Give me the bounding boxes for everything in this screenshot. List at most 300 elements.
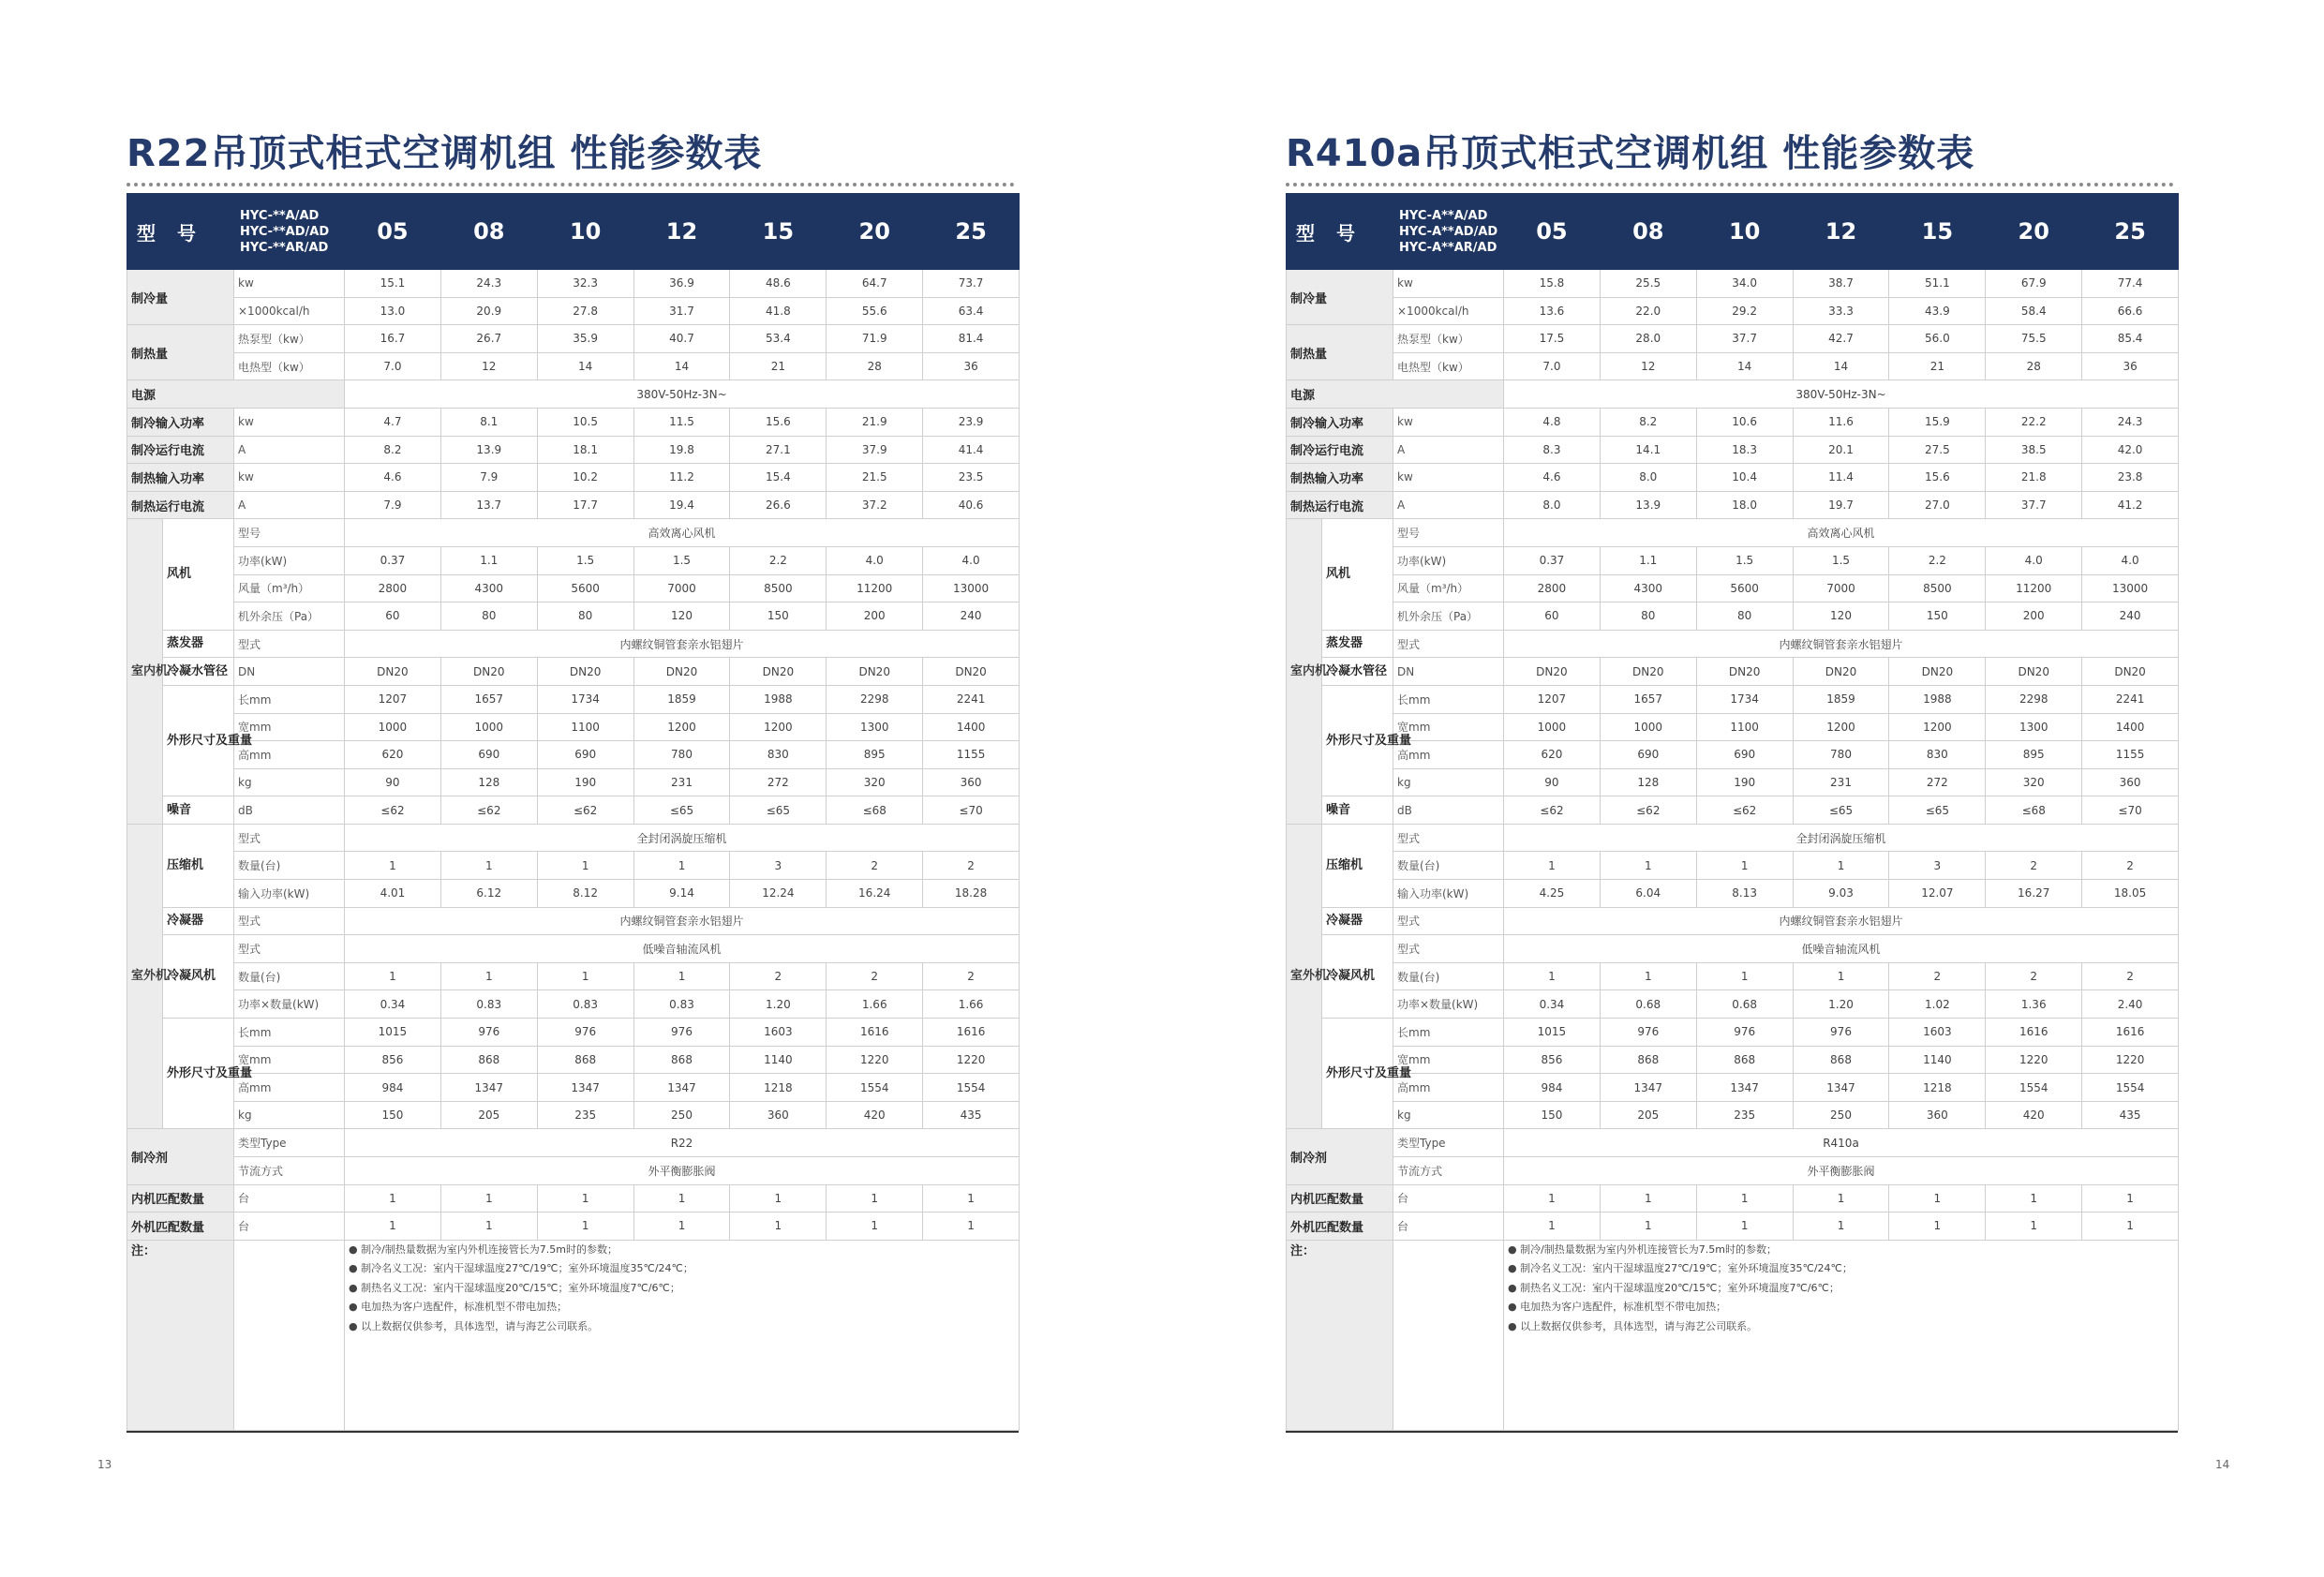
indoor-width-value: 1200 (633, 713, 730, 741)
indoor-fan-power-value: 1.5 (633, 546, 730, 574)
unit: 型式 (234, 824, 345, 852)
unit: 输入功率(kW) (1393, 880, 1504, 908)
outdoor-weight-value: 360 (730, 1101, 827, 1129)
indoor-match-value: 1 (2082, 1184, 2179, 1213)
outdoor-length-value: 976 (633, 1019, 730, 1047)
cooling-current-label: 制冷运行电流 (1287, 436, 1393, 464)
power-supply-value: 380V-50Hz-3N~ (345, 380, 1020, 409)
noise-value: ≤62 (1600, 796, 1696, 825)
cooling-kcal-value: 31.7 (633, 297, 730, 325)
noise-value: ≤62 (440, 796, 537, 825)
indoor-weight-value: 272 (1889, 768, 1986, 796)
electric-heat-value: 21 (1889, 352, 1986, 380)
cooling-capacity-row (127, 297, 1020, 325)
cooling-capacity-row (1287, 297, 2179, 325)
indoor-width-value: 1200 (1793, 713, 1889, 741)
outdoor-height-value: 1347 (633, 1074, 730, 1102)
unit: kw (234, 464, 345, 492)
cooling-input-power-value: 11.6 (1793, 408, 1889, 436)
cooling-current-value: 37.9 (827, 436, 923, 464)
cooling-kcal-value: 13.0 (345, 297, 441, 325)
notes-row (127, 1240, 1020, 1430)
external-pressure-value: 80 (440, 603, 537, 631)
electric-heat-value: 28 (1986, 352, 2082, 380)
outdoor-height-value: 1347 (1600, 1074, 1696, 1102)
outdoor-length-value: 1603 (1889, 1019, 1986, 1047)
heating-current-value: 17.7 (537, 491, 633, 519)
model-code: HYC-**AD/AD (240, 224, 330, 239)
condenser-type-value: 内螺纹铜管套亲水铝翅片 (1504, 907, 2179, 935)
unit: 宽mm (1393, 1046, 1504, 1074)
cooling-current-value: 41.4 (923, 436, 1020, 464)
evaporator-row (1287, 630, 2179, 658)
cooling-kw-value: 51.1 (1889, 270, 1986, 298)
outdoor-width-value: 1220 (1986, 1046, 2082, 1074)
compressor-label: 压缩机 (1322, 824, 1393, 907)
cooling-current-value: 18.1 (537, 436, 633, 464)
indoor-width-value: 1000 (440, 713, 537, 741)
page-number: 13 (97, 1458, 112, 1471)
outdoor-width-value: 868 (537, 1046, 633, 1074)
indoor-unit-group: 室内机 (127, 519, 163, 825)
throttle-type-value: 外平衡膨胀阀 (1504, 1157, 2179, 1185)
compressor-row (1287, 852, 2179, 880)
outdoor-length-value: 976 (1600, 1019, 1696, 1047)
unit: 数量(台) (1393, 962, 1504, 990)
outdoor-dimension-row (1287, 1101, 2179, 1129)
outdoor-dimension-row (1287, 1019, 2179, 1047)
unit: 高mm (1393, 1074, 1504, 1102)
cooling-current-row (127, 436, 1020, 464)
unit: 机外余压（Pa） (1393, 603, 1504, 631)
unit: 功率×数量(kW) (1393, 990, 1504, 1019)
cooling-kw-value: 36.9 (633, 270, 730, 298)
notes-content (345, 1240, 1020, 1430)
cooling-kw-value: 34.0 (1696, 270, 1793, 298)
condenser-fan-qty-value: 2 (1889, 962, 1986, 990)
noise-value: ≤68 (827, 796, 923, 825)
heating-input-power-value: 10.4 (1696, 464, 1793, 492)
indoor-dimension-label: 外形尺寸及重量 (1322, 685, 1393, 796)
compressor-qty-value: 2 (1986, 852, 2082, 880)
outdoor-length-value: 1616 (2082, 1019, 2179, 1047)
model-size: 12 (633, 194, 730, 270)
compressor-row (1287, 880, 2179, 908)
heating-current-label: 制热运行电流 (127, 491, 234, 519)
airflow-value: 4300 (440, 574, 537, 603)
cooling-input-power-row (1287, 408, 2179, 436)
outdoor-width-value: 1220 (923, 1046, 1020, 1074)
indoor-weight-value: 128 (1600, 768, 1696, 796)
unit: 风量（m³/h） (234, 574, 345, 603)
unit: 台 (1393, 1213, 1504, 1241)
page-number: 14 (2215, 1458, 2230, 1471)
indoor-match-label: 内机匹配数量 (127, 1184, 234, 1213)
outdoor-dimension-row (127, 1019, 1020, 1047)
drain-pipe-label: 冷凝水管径 (1322, 658, 1393, 686)
cooling-input-power-value: 23.9 (923, 408, 1020, 436)
outdoor-height-value: 1347 (440, 1074, 537, 1102)
model-size: 08 (440, 194, 537, 270)
condenser-fan-label: 冷凝风机 (163, 935, 234, 1019)
indoor-fan-row (1287, 574, 2179, 603)
page-title: R410a吊顶式柜式空调机组 性能参数表 (1286, 132, 1975, 175)
indoor-length-value: 1207 (1504, 685, 1601, 713)
condenser-fan-qty-value: 2 (827, 962, 923, 990)
heating-input-power-value: 21.5 (827, 464, 923, 492)
indoor-weight-value: 231 (1793, 768, 1889, 796)
outdoor-height-value: 1554 (923, 1074, 1020, 1102)
unit: 风量（m³/h） (1393, 574, 1504, 603)
indoor-dimension-row (127, 685, 1020, 713)
heat-pump-value: 56.0 (1889, 325, 1986, 353)
indoor-dimension-row (127, 768, 1020, 796)
electric-heat-value: 36 (923, 352, 1020, 380)
indoor-length-value: 1988 (730, 685, 827, 713)
evaporator-label: 蒸发器 (163, 630, 234, 658)
compressor-input-value: 16.27 (1986, 880, 2082, 908)
indoor-width-value: 1300 (827, 713, 923, 741)
drain-pipe-value: DN20 (1889, 658, 1986, 686)
indoor-height-value: 690 (1600, 741, 1696, 769)
condenser-fan-power-value: 0.68 (1600, 990, 1696, 1019)
indoor-weight-value: 272 (730, 768, 827, 796)
condenser-fan-qty-value: 2 (923, 962, 1020, 990)
noise-value: ≤62 (1504, 796, 1601, 825)
cooling-input-power-value: 21.9 (827, 408, 923, 436)
indoor-height-value: 895 (1986, 741, 2082, 769)
condenser-fan-qty-value: 1 (1504, 962, 1601, 990)
external-pressure-value: 200 (827, 603, 923, 631)
model-code: HYC-**A/AD (240, 208, 320, 223)
refrigerant-row (1287, 1129, 2179, 1157)
outdoor-length-value: 1616 (827, 1019, 923, 1047)
outdoor-length-value: 1616 (1986, 1019, 2082, 1047)
indoor-length-value: 1734 (537, 685, 633, 713)
indoor-match-row (1287, 1184, 2179, 1213)
condenser-fan-power-value: 1.20 (730, 990, 827, 1019)
drain-pipe-value: DN20 (1696, 658, 1793, 686)
unit: 功率(kW) (1393, 546, 1504, 574)
unit: A (1393, 436, 1504, 464)
airflow-value: 2800 (345, 574, 441, 603)
noise-value: ≤70 (923, 796, 1020, 825)
cooling-input-power-row (127, 408, 1020, 436)
drain-pipe-value: DN20 (537, 658, 633, 686)
indoor-length-value: 1657 (440, 685, 537, 713)
indoor-fan-row (1287, 603, 2179, 631)
model-size: 10 (1696, 194, 1793, 270)
indoor-fan-power-value: 4.0 (2082, 546, 2179, 574)
unit: kg (234, 1101, 345, 1129)
compressor-qty-value: 1 (1696, 852, 1793, 880)
outdoor-length-value: 1603 (730, 1019, 827, 1047)
model-size: 12 (1793, 194, 1889, 270)
note-item: ● 制冷/制热量数据为室内外机连接管长为7.5m时的参数； (1508, 1242, 1778, 1256)
outdoor-weight-value: 435 (923, 1101, 1020, 1129)
compressor-qty-value: 1 (1793, 852, 1889, 880)
indoor-match-value: 1 (537, 1184, 633, 1213)
indoor-length-value: 2241 (923, 685, 1020, 713)
indoor-fan-power-value: 0.37 (1504, 546, 1601, 574)
electric-heat-value: 14 (1793, 352, 1889, 380)
outdoor-match-value: 1 (923, 1213, 1020, 1241)
refrigerant-label: 制冷剂 (127, 1129, 234, 1184)
indoor-fan-power-value: 1.5 (537, 546, 633, 574)
indoor-fan-row (1287, 546, 2179, 574)
indoor-weight-value: 360 (2082, 768, 2179, 796)
unit: A (234, 436, 345, 464)
indoor-width-value: 1100 (537, 713, 633, 741)
cooling-current-value: 20.1 (1793, 436, 1889, 464)
noise-value: ≤70 (2082, 796, 2179, 825)
model-size: 05 (1504, 194, 1601, 270)
outdoor-length-value: 1015 (345, 1019, 441, 1047)
indoor-dimension-row (127, 713, 1020, 741)
outdoor-width-value: 868 (633, 1046, 730, 1074)
spec-table (127, 193, 1020, 1431)
noise-value: ≤62 (345, 796, 441, 825)
evaporator-type-value: 内螺纹铜管套亲水铝翅片 (1504, 630, 2179, 658)
refrigerant-label: 制冷剂 (1287, 1129, 1393, 1184)
indoor-fan-power-value: 2.2 (1889, 546, 1986, 574)
drain-pipe-value: DN20 (923, 658, 1020, 686)
unit: 数量(台) (1393, 852, 1504, 880)
unit: 型式 (234, 630, 345, 658)
unit: 型式 (1393, 824, 1504, 852)
indoor-match-value: 1 (440, 1184, 537, 1213)
heating-input-power-value: 11.2 (633, 464, 730, 492)
heating-capacity-row (1287, 325, 2179, 353)
noise-label: 噪音 (163, 796, 234, 825)
external-pressure-value: 150 (1889, 603, 1986, 631)
evaporator-row (127, 630, 1020, 658)
airflow-value: 2800 (1504, 574, 1601, 603)
compressor-input-value: 9.14 (633, 880, 730, 908)
model-codes (1393, 194, 1504, 270)
indoor-width-value: 1400 (923, 713, 1020, 741)
unit: ×1000kcal/h (234, 297, 345, 325)
compressor-input-value: 4.25 (1504, 880, 1601, 908)
indoor-width-value: 1400 (2082, 713, 2179, 741)
outdoor-match-value: 1 (2082, 1213, 2179, 1241)
indoor-width-value: 1200 (730, 713, 827, 741)
indoor-weight-value: 320 (827, 768, 923, 796)
cooling-kcal-value: 58.4 (1986, 297, 2082, 325)
outdoor-weight-value: 235 (537, 1101, 633, 1129)
indoor-fan-power-value: 1.5 (1793, 546, 1889, 574)
unit: 宽mm (234, 1046, 345, 1074)
heat-pump-value: 42.7 (1793, 325, 1889, 353)
condenser-fan-power-value: 0.83 (440, 990, 537, 1019)
noise-value: ≤62 (537, 796, 633, 825)
condenser-fan-power-value: 2.40 (2082, 990, 2179, 1019)
notes-content (1504, 1240, 2179, 1430)
unit: dB (1393, 796, 1504, 825)
external-pressure-value: 120 (633, 603, 730, 631)
heat-pump-value: 17.5 (1504, 325, 1601, 353)
outdoor-height-value: 1218 (730, 1074, 827, 1102)
outdoor-length-value: 1015 (1504, 1019, 1601, 1047)
spec-table (1286, 193, 2179, 1431)
outdoor-dimension-row (1287, 1046, 2179, 1074)
condenser-fan-qty-value: 2 (1986, 962, 2082, 990)
noise-value: ≤62 (1696, 796, 1793, 825)
compressor-qty-value: 1 (1600, 852, 1696, 880)
unit: 功率×数量(kW) (234, 990, 345, 1019)
indoor-weight-value: 90 (1504, 768, 1601, 796)
notes-spacer (1393, 1240, 1504, 1430)
compressor-qty-value: 1 (345, 852, 441, 880)
unit: 机外余压（Pa） (234, 603, 345, 631)
outdoor-weight-value: 420 (827, 1101, 923, 1129)
outdoor-weight-value: 250 (1793, 1101, 1889, 1129)
heating-current-value: 19.4 (633, 491, 730, 519)
indoor-dimension-row (1287, 741, 2179, 769)
indoor-width-value: 1000 (1600, 713, 1696, 741)
electric-heat-value: 14 (633, 352, 730, 380)
compressor-row (127, 880, 1020, 908)
compressor-row (1287, 824, 2179, 852)
compressor-input-value: 12.24 (730, 880, 827, 908)
outdoor-weight-value: 150 (1504, 1101, 1601, 1129)
indoor-match-value: 1 (730, 1184, 827, 1213)
outdoor-weight-value: 360 (1889, 1101, 1986, 1129)
heating-current-value: 7.9 (345, 491, 441, 519)
note-item: ● 以上数据仅供参考，具体选型，请与海艺公司联系。 (349, 1319, 599, 1332)
drain-pipe-value: DN20 (1600, 658, 1696, 686)
heat-pump-value: 35.9 (537, 325, 633, 353)
cooling-kcal-value: 55.6 (827, 297, 923, 325)
heating-input-power-value: 10.2 (537, 464, 633, 492)
indoor-length-value: 1859 (633, 685, 730, 713)
compressor-row (127, 852, 1020, 880)
refrigerant-row (1287, 1157, 2179, 1185)
condenser-fan-power-value: 1.36 (1986, 990, 2082, 1019)
cooling-current-value: 27.1 (730, 436, 827, 464)
heat-pump-value: 26.7 (440, 325, 537, 353)
model-size: 20 (827, 194, 923, 270)
external-pressure-value: 240 (923, 603, 1020, 631)
airflow-value: 4300 (1600, 574, 1696, 603)
unit: 台 (1393, 1184, 1504, 1213)
heating-current-value: 27.0 (1889, 491, 1986, 519)
outdoor-unit-group: 室外机 (1287, 824, 1322, 1129)
unit: 长mm (234, 685, 345, 713)
unit: 长mm (1393, 1019, 1504, 1047)
electric-heat-value: 28 (827, 352, 923, 380)
header-row (127, 194, 1020, 270)
outdoor-match-value: 1 (440, 1213, 537, 1241)
condenser-fan-qty-value: 1 (1793, 962, 1889, 990)
model-size: 08 (1600, 194, 1696, 270)
airflow-value: 5600 (1696, 574, 1793, 603)
model-size: 25 (2082, 194, 2179, 270)
indoor-fan-type-value: 高效离心风机 (1504, 519, 2179, 547)
model-size: 20 (1986, 194, 2082, 270)
cooling-capacity-label: 制冷量 (127, 270, 234, 325)
outdoor-height-value: 984 (1504, 1074, 1601, 1102)
external-pressure-value: 80 (1696, 603, 1793, 631)
outdoor-height-value: 1554 (2082, 1074, 2179, 1102)
cooling-input-power-value: 15.6 (730, 408, 827, 436)
compressor-row (127, 824, 1020, 852)
condenser-fan-qty-value: 1 (345, 962, 441, 990)
cooling-capacity-row (127, 270, 1020, 298)
indoor-height-value: 620 (345, 741, 441, 769)
compressor-input-value: 4.01 (345, 880, 441, 908)
condenser-fan-qty-value: 1 (633, 962, 730, 990)
noise-value: ≤65 (1793, 796, 1889, 825)
indoor-fan-row (127, 574, 1020, 603)
condenser-fan-power-value: 1.20 (1793, 990, 1889, 1019)
heating-current-value: 18.0 (1696, 491, 1793, 519)
outdoor-height-value: 1554 (827, 1074, 923, 1102)
unit: 型号 (234, 519, 345, 547)
drain-pipe-value: DN20 (633, 658, 730, 686)
outdoor-length-value: 1616 (923, 1019, 1020, 1047)
indoor-match-value: 1 (827, 1184, 923, 1213)
compressor-input-value: 6.12 (440, 880, 537, 908)
outdoor-length-value: 976 (537, 1019, 633, 1047)
electric-heat-value: 36 (2082, 352, 2179, 380)
model-size: 25 (923, 194, 1020, 270)
condenser-label: 冷凝器 (1322, 907, 1393, 935)
heating-input-power-row (127, 464, 1020, 492)
cooling-kw-value: 25.5 (1600, 270, 1696, 298)
compressor-qty-value: 3 (730, 852, 827, 880)
drain-pipe-label: 冷凝水管径 (163, 658, 234, 686)
refrigerant-row (127, 1157, 1020, 1185)
note-item: ● 制冷/制热量数据为室内外机连接管长为7.5m时的参数； (349, 1242, 618, 1256)
indoor-fan-row (127, 546, 1020, 574)
compressor-type-value: 全封闭涡旋压缩机 (345, 824, 1020, 852)
unit: 类型Type (1393, 1129, 1504, 1157)
drain-pipe-value: DN20 (1793, 658, 1889, 686)
noise-label: 噪音 (1322, 796, 1393, 825)
power-supply-row (127, 380, 1020, 409)
indoor-length-value: 1657 (1600, 685, 1696, 713)
compressor-input-value: 8.12 (537, 880, 633, 908)
heating-current-value: 37.2 (827, 491, 923, 519)
indoor-match-value: 1 (923, 1184, 1020, 1213)
model-size: 15 (730, 194, 827, 270)
heating-input-power-value: 11.4 (1793, 464, 1889, 492)
outdoor-width-value: 1220 (2082, 1046, 2179, 1074)
heating-input-power-value: 23.8 (2082, 464, 2179, 492)
cooling-kw-value: 38.7 (1793, 270, 1889, 298)
power-supply-label: 电源 (127, 380, 345, 409)
heating-current-value: 13.9 (1600, 491, 1696, 519)
airflow-value: 8500 (1889, 574, 1986, 603)
outdoor-match-value: 1 (1986, 1213, 2082, 1241)
compressor-qty-value: 1 (537, 852, 633, 880)
refrigerant-row (127, 1129, 1020, 1157)
heat-pump-value: 71.9 (827, 325, 923, 353)
compressor-qty-value: 3 (1889, 852, 1986, 880)
indoor-unit-group: 室内机 (1287, 519, 1322, 825)
airflow-value: 7000 (1793, 574, 1889, 603)
cooling-current-value: 19.8 (633, 436, 730, 464)
drain-pipe-row (1287, 658, 2179, 686)
indoor-match-value: 1 (1889, 1184, 1986, 1213)
heating-input-power-value: 15.6 (1889, 464, 1986, 492)
unit: 输入功率(kW) (234, 880, 345, 908)
cooling-input-power-value: 10.6 (1696, 408, 1793, 436)
power-supply-row (1287, 380, 2179, 409)
unit: 宽mm (1393, 713, 1504, 741)
indoor-fan-power-value: 4.0 (923, 546, 1020, 574)
